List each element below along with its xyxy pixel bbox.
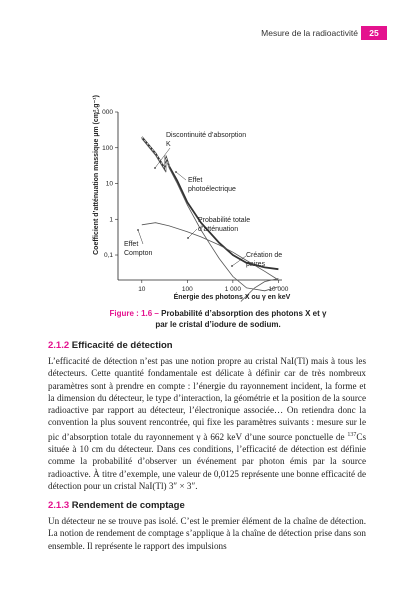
chart-leader-line xyxy=(188,229,197,238)
figure-label: Figure : 1.6 – xyxy=(109,309,159,318)
chart-leader-dot xyxy=(137,229,139,231)
chart-annotation-4: Effet xyxy=(124,241,139,248)
chart-annotation-5: Création de xyxy=(246,252,283,259)
chart-annotation-1: K xyxy=(166,141,171,148)
section-number: 2.1.2 xyxy=(48,340,70,351)
figure-caption-line2: par le cristal d’iodure de sodium. xyxy=(155,320,281,329)
section-heading-2-1-3 xyxy=(48,500,185,511)
section-2-1-2-body xyxy=(48,355,366,492)
chart-x-tick-label: 10 000 xyxy=(268,286,289,293)
chart-y-axis-label: Coefficient d’atténuation massique µm (cm².g⁻¹) xyxy=(93,95,100,255)
chart-x-tick-label: 10 xyxy=(138,286,146,293)
figure-caption-line1: Probabilité d’absorption des photons X et γ xyxy=(161,309,327,318)
section-title: Rendement de comptage xyxy=(71,500,185,511)
section-heading-2-1-2 xyxy=(48,340,173,351)
body-text: L’efficacité de détection n’est pas une notion propre au cristal NaI(Tl) mais à tous les détecteurs. Cette quantité fondamentale est délicate à définir car de très nombreux paramètres sont à prendre en compte : l’énergie du rayonnement incident, la forme et la dimension du détecteur, le type d’interaction, la géométrie et la position de la source radioactive par rapport au détecteur, l’électronique associée… On retiendra donc la convention la plus souvent rencontrée, qui fixe les paramètres suivants : mesure sur le pic d’absorption totale du rayonnement γ à 662 keV d’une source ponctuelle de xyxy=(48,356,366,442)
chart-y-tick-label: 100 xyxy=(102,144,113,152)
section-number: 2.1.3 xyxy=(48,500,70,511)
chart-y-tick-label: 1 xyxy=(109,216,113,224)
chart-annotation-5: paires xyxy=(246,261,266,268)
chart-leader-dot xyxy=(175,171,177,173)
chart-x-tick-label: 1 000 xyxy=(224,286,242,293)
chart-leader-line xyxy=(176,172,186,180)
section-title: Efficacité de détection xyxy=(71,340,173,351)
chart-y-tick-label: 1 000 xyxy=(96,109,113,117)
chart-y-tick-label: 10 xyxy=(105,180,113,188)
chart-annotation-4: Compton xyxy=(124,250,153,257)
page-number-badge: 25 xyxy=(361,26,387,40)
chart-annotation-2: Effet xyxy=(188,177,203,184)
figure-caption xyxy=(48,308,388,330)
chart-annotation-2: photoélectrique xyxy=(188,186,236,193)
chart-x-axis-label: Énergie des photons X ou γ en keV xyxy=(173,294,291,301)
chart-leader-dot xyxy=(154,167,156,169)
chart-leader-dot xyxy=(187,237,189,239)
chart-annotation-3: Probabilité totale xyxy=(198,217,251,224)
chart-leader-dot xyxy=(231,265,233,267)
section-2-1-3-body: Un détecteur ne se trouve pas isolé. C’est le premier élément de la chaîne de détection. La notion de rendement de comptage s’applique à la chaîne de détection prise dans son ensemble. Il représente le rapport des impulsions xyxy=(48,516,366,551)
chart-annotation-1: Discontinuité d’absorption xyxy=(166,132,247,139)
chart-leader-line xyxy=(138,230,143,244)
chart-annotation-3: d’atténuation xyxy=(198,226,239,233)
isotope-mass-number: 137 xyxy=(347,431,357,438)
chart-y-tick-label: 0,1 xyxy=(103,252,113,260)
chart-x-tick-label: 100 xyxy=(181,286,193,293)
chart-series-line-1 xyxy=(142,137,279,269)
body-text: Cs située à 10 cm du détecteur. Dans ces conditions, l’efficacité de détection est définie comme la probabilité d’observer un événement par photon émis par la source radioactive. À titre d’exemple, une valeur de 0,0125 représente une bonne efficacité de détection pour un cristal NaI(Tl) 3″ × 3″. xyxy=(48,431,366,492)
running-title: Mesure de la radioactivité xyxy=(261,28,358,38)
